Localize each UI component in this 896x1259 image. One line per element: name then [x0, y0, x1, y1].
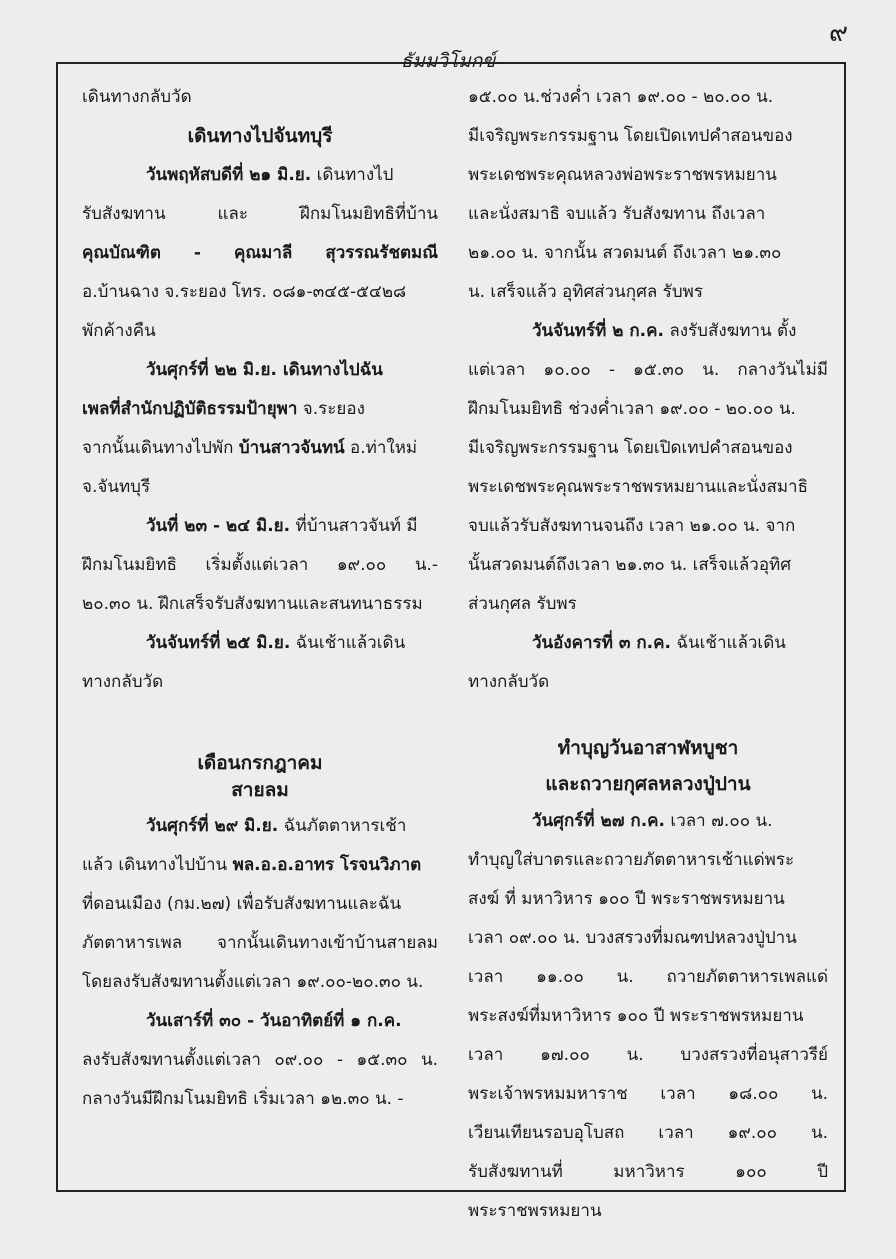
paragraph-line — [82, 624, 438, 663]
paragraph-line: จ.จันทบุรี — [82, 477, 151, 497]
spacer — [468, 702, 828, 730]
text-span: อ.ท่าใหม่ — [344, 438, 418, 458]
paragraph-line: พระสงฆ์ที่มหาวิหาร ๑๐๐ ปี พระราชพรหมยาน — [468, 1006, 804, 1026]
place-name: บ้านสาวจันทน์ — [238, 438, 345, 458]
text-span: ฉันภัตตาหารเช้า — [278, 816, 407, 836]
date-label: วันที่ ๒๓ - ๒๔ มิ.ย. — [146, 516, 291, 536]
paragraph-line: น. เสร็จแล้ว อุทิศส่วนกุศล รับพร — [468, 282, 703, 302]
paragraph-line: นั้นสวดมนต์ถึงเวลา ๒๑.๓๐ น. เสร็จแล้วอุทิศ — [468, 555, 792, 575]
paragraph-line: กลางวันมีฝึกมโนมยิทธิ เริ่มเวลา ๑๒.๓๐ น. - — [82, 1089, 404, 1109]
text-span: จากนั้นเดินทางไปพัก — [82, 438, 239, 458]
paragraph-line: ๑๕.๐๐ น.ช่วงค่ำ เวลา ๑๙.๐๐ - ๒๐.๐๐ น. — [468, 87, 774, 107]
paragraph-line: พักค้างคืน — [82, 321, 156, 341]
paragraph-line: จบแล้วรับสังฆทานจนถึง เวลา ๒๑.๐๐ น. จาก — [468, 516, 796, 536]
paragraph-line: เวลา ๑๗.๐๐ น. บวงสรวงที่อนุสาวรีย์ — [468, 1045, 828, 1065]
right-column — [468, 78, 828, 1231]
paragraph-line: เวียนเทียนรอบอุโบสถ เวลา ๑๙.๐๐ น. — [468, 1123, 828, 1143]
paragraph-line: พระเจ้าพรหมมหาราช เวลา ๑๘.๐๐ น. — [468, 1084, 828, 1104]
month-heading: เดือนกรกฎาคม — [197, 752, 323, 773]
host-name: พล.อ.อ.อาทร โรจนวิภาต — [232, 855, 422, 875]
paragraph-line — [82, 507, 438, 546]
paragraph-line — [82, 846, 438, 885]
paragraph-line: เวลา ๐๙.๐๐ น. บวงสรวงที่มณฑปหลวงปู่ปาน — [468, 928, 797, 948]
date-label: วันจันทร์ที่ ๒ ก.ค. — [532, 321, 664, 341]
text-span: แล้ว เดินทางไปบ้าน — [82, 855, 233, 875]
paragraph-line: ทำบุญใส่บาตรและถวายภัตตาหารเช้าแด่พระ — [468, 850, 795, 870]
paragraph-line: ที่ดอนเมือง (กม.๒๗) เพื่อรับสังฆทานและฉัน — [82, 894, 402, 914]
paragraph-line: โดยลงรับสังฆทานตั้งแต่เวลา ๑๙.๐๐-๒๐.๓๐ น. — [82, 972, 424, 992]
location-heading: สายลม — [231, 779, 289, 801]
paragraph-line — [82, 156, 438, 195]
paragraph-line: ส่วนกุศล รับพร — [468, 594, 577, 614]
date-label: วันจันทร์ที่ ๒๕ มิ.ย. — [146, 633, 291, 653]
spacer — [82, 702, 438, 741]
text-span: ที่บ้านสาวจันท์ มี — [290, 516, 418, 536]
paragraph-line: ๒๐.๓๐ น. ฝึกเสร็จรับสังฆทานและสนทนาธรรม — [82, 594, 423, 614]
paragraph-line: มีเจริญพระกรรมฐาน โดยเปิดเทปคำสอนของ — [468, 126, 793, 146]
paragraph-line: และนั่งสมาธิ จบแล้ว รับสังฆทาน ถึงเวลา — [468, 204, 766, 224]
host-name: คุณบัณฑิต - คุณมาลี สุวรรณรัชตมณี — [82, 243, 438, 263]
paragraph-line — [82, 807, 438, 846]
paragraph-line — [82, 429, 438, 468]
date-label: วันศุกร์ที่ ๒๒ มิ.ย. เดินทางไปฉัน — [146, 360, 383, 380]
paragraph-line: มีเจริญพระกรรมฐาน โดยเปิดเทปคำสอนของ — [468, 438, 793, 458]
date-label: วันอังคารที่ ๓ ก.ค. — [532, 633, 671, 653]
paragraph-line: พระเดชพระคุณหลวงพ่อพระราชพรหมยาน — [468, 165, 777, 185]
text-span: ฉันเช้าแล้วเดิน — [290, 633, 406, 653]
paragraph-line: พระราชพรหมยาน — [468, 1201, 602, 1221]
paragraph-line: ลงรับสังฆทานตั้งแต่เวลา ๐๙.๐๐ - ๑๕.๓๐ น. — [82, 1050, 438, 1070]
text-span: จ.ระยอง — [297, 399, 365, 419]
paragraph-line: ทางกลับวัด — [468, 672, 550, 692]
paragraph-line: รับสังฆทาน และ ฝึกมโนมยิทธิที่บ้าน — [82, 204, 438, 224]
paragraph-line: ฝึกมโนมยิทธิ เริ่มตั้งแต่เวลา ๑๙.๐๐ น.- — [82, 555, 438, 575]
paragraph-line — [468, 312, 828, 351]
text-span: เวลา ๗.๐๐ น. — [665, 811, 773, 831]
paragraph-line: ภัตตาหารเพล จากนั้นเดินทางเข้าบ้านสายลม — [82, 933, 438, 953]
content-frame — [56, 62, 846, 1221]
date-label: วันศุกร์ที่ ๒๗ ก.ค. — [532, 811, 665, 831]
left-column — [82, 78, 438, 1119]
event-heading: ทำบุญวันอาสาฬหบูชา — [557, 737, 739, 759]
place-name: เพลที่สำนักปฏิบัติธรรมป้ายุพา — [82, 399, 298, 419]
running-title: ธัมมวิโมกข์ — [0, 46, 896, 76]
event-subheading: และถวายกุศลหลวงปู่ปาน — [545, 773, 751, 795]
paragraph-line: พระเดชพระคุณพระราชพรหมยานและนั่งสมาธิ — [468, 477, 808, 497]
paragraph-line: ทางกลับวัด — [82, 672, 164, 692]
paragraph-line — [82, 390, 438, 429]
page-number: ๙ — [828, 18, 848, 48]
paragraph-line: รับสังฆทานที่ มหาวิหาร ๑๐๐ ปี — [468, 1162, 828, 1182]
paragraph-line — [468, 624, 828, 663]
paragraph-line: แต่เวลา ๑๐.๐๐ - ๑๕.๓๐ น. กลางวันไม่มี — [468, 360, 828, 380]
text-span: เดินทางไป — [311, 165, 394, 185]
paragraph-line: เวลา ๑๑.๐๐ น. ถวายภัตตาหารเพลแด่ — [468, 967, 828, 987]
paragraph-line — [468, 802, 828, 841]
text-span: ฉันเช้าแล้วเดิน — [670, 633, 786, 653]
text-span: ลงรับสังฆทาน ตั้ง — [663, 321, 797, 341]
section-heading-chanthaburi: เดินทางไปจันทบุรี — [187, 125, 333, 147]
paragraph-line: ๒๑.๐๐ น. จากนั้น สวดมนต์ ถึงเวลา ๒๑.๓๐ — [468, 243, 782, 263]
paragraph-line: ฝึกมโนมยิทธิ ช่วงค่ำเวลา ๑๙.๐๐ - ๒๐.๐๐ น. — [468, 399, 796, 419]
date-label: วันเสาร์ที่ ๓๐ - วันอาทิตย์ที่ ๑ ก.ค. — [146, 1011, 402, 1031]
paragraph-line: สงฆ์ ที่ มหาวิหาร ๑๐๐ ปี พระราชพรหมยาน — [468, 889, 785, 909]
date-label: วันพฤหัสบดีที่ ๒๑ มิ.ย. — [146, 165, 312, 185]
paragraph-line: อ.บ้านฉาง จ.ระยอง โทร. ๐๘๑-๓๔๕-๕๔๒๘ — [82, 282, 407, 302]
paragraph-line: เดินทางกลับวัด — [82, 87, 192, 107]
date-label: วันศุกร์ที่ ๒๙ มิ.ย. — [146, 816, 279, 836]
